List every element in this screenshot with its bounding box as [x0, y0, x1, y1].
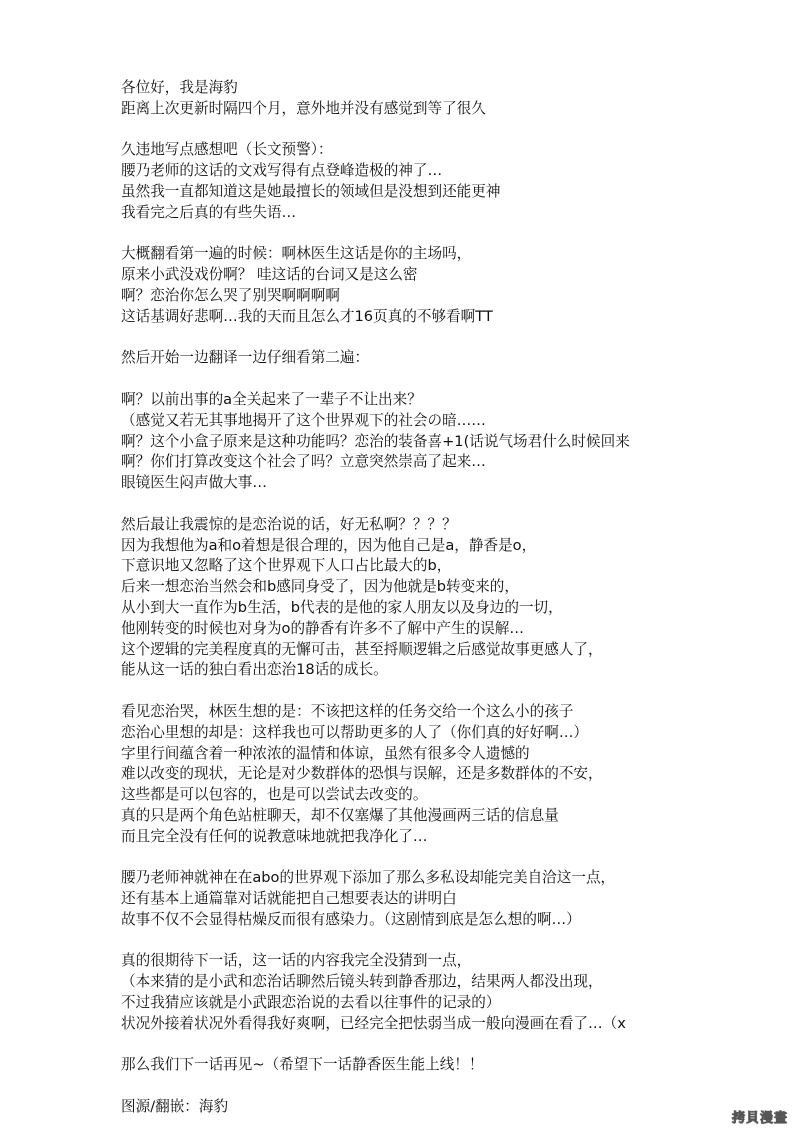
text-line: 啊？这个小盒子原来是这种功能吗？恋治的装备喜+1(话说气场君什么时候回来	[121, 432, 630, 450]
text-line: 这话基调好悲啊…我的天而且怎么才16页真的不够看啊TT	[121, 307, 493, 325]
text-line: 原来小武没戏份啊？ 哇这话的台词又是这么密	[121, 266, 418, 284]
text-line: 真的只是两个角色站桩聊天，却不仅塞爆了其他漫画两三话的信息量	[121, 806, 559, 824]
text-line: 故事不仅不会显得枯燥反而很有感染力。（这剧情到底是怎么想的啊…）	[121, 910, 581, 928]
paragraph	[121, 78, 761, 120]
text-line: 啊？以前出事的a全关起来了一辈子不让出来？	[121, 390, 422, 408]
text-line: 下意识地又忽略了这个世界观下人口占比最大的b，	[121, 557, 452, 575]
paragraph	[121, 390, 761, 494]
text-line: 真的很期待下一话，这一话的内容我完全没猜到一点，	[121, 952, 472, 970]
text-line: 各位好，我是海豹	[121, 79, 238, 96]
paragraph	[121, 1055, 761, 1076]
afterword-text	[121, 78, 761, 1118]
text-line: （本来猜的是小武和恋治话聊然后镜头转到静香那边，结果两人都没出现，	[121, 973, 603, 991]
text-line: 难以改变的现状，无论是对少数群体的恐惧与误解，还是多数群体的不安，	[121, 765, 603, 783]
text-line: 这些都是可以包容的，也是可以尝试去改变的。	[121, 786, 428, 804]
text-line: 图源/翻嵌：海豹	[121, 1098, 229, 1116]
text-line: 我看完之后真的有些失语…	[121, 203, 297, 221]
text-line: 眼镜医生闷声做大事…	[121, 474, 267, 492]
text-line: 因为我想他为a和o着想是很合理的，因为他自己是a，静香是o，	[121, 536, 537, 554]
text-line: 那么我们下一话再见~（希望下一话静香医生能上线！！	[121, 1056, 484, 1074]
paragraph	[121, 1097, 761, 1118]
text-line: 这个逻辑的完美程度真的无懈可击，甚至捋顺逻辑之后感觉故事更感人了，	[121, 640, 603, 658]
text-line: 看见恋治哭，林医生想的是：不该把这样的任务交给一个这么小的孩子	[121, 702, 574, 720]
text-line: 啊？你们打算改变这个社会了吗？立意突然崇高了起来…	[121, 453, 486, 471]
text-line: 腰乃老师神就神在在abo的世界观下添加了那么多私设却能完美自洽这一点，	[121, 869, 616, 887]
text-line: 还有基本上通篇靠对话就能把自己想要表达的讲明白	[121, 890, 457, 908]
text-line: 后来一想恋治当然会和b感同身受了，因为他就是b转变来的，	[121, 578, 519, 596]
paragraph	[121, 140, 761, 223]
text-line: 腰乃老师的这话的文戏写得有点登峰造极的神了…	[121, 162, 443, 180]
text-line: 字里行间蕴含着一种浓浓的温情和体谅，虽然有很多令人遗憾的	[121, 744, 530, 762]
text-line: 从小到大一直作为b生活，b代表的是他的家人朋友以及身边的一切，	[121, 598, 563, 616]
text-line: 恋治心里想的却是：这样我也可以帮助更多的人了（你们真的好好啊…）	[121, 723, 589, 741]
text-line: 他刚转变的时候也对身为o的静香有许多不了解中产生的误解…	[121, 619, 524, 637]
paragraph	[121, 868, 761, 930]
text-line: 距离上次更新时隔四个月，意外地并没有感觉到等了很久	[121, 99, 486, 117]
text-line: 啊？恋治你怎么哭了别哭啊啊啊啊	[121, 286, 340, 304]
paragraph	[121, 951, 761, 1034]
text-line: 大概翻看第一遍的时候：啊林医生这话是你的主场吗，	[121, 245, 472, 263]
text-line: 久违地写点感想吧（长文预警）：	[121, 141, 333, 159]
text-line: 而且完全没有任何的说教意味地就把我净化了…	[121, 827, 428, 845]
paragraph	[121, 702, 761, 848]
paragraph	[121, 515, 761, 681]
text-line: 然后最让我震惊的是恋治说的话，好无私啊？？？？	[121, 515, 457, 533]
text-line: 能从这一话的独白看出恋治18话的成长。	[121, 661, 388, 679]
text-line: 虽然我一直都知道这是她最擅长的领域但是没想到还能更神	[121, 182, 501, 200]
paragraph	[121, 244, 761, 327]
text-line: 不过我猜应该就是小武跟恋治说的去看以往事件的记录的）	[121, 994, 501, 1012]
text-line: 然后开始一边翻译一边仔细看第二遍：	[121, 349, 370, 367]
paragraph	[121, 348, 761, 369]
text-line: 状况外接着状况外看得我好爽啊，已经完全把怯弱当成一般向漫画在看了…（x	[121, 1014, 626, 1032]
text-line: （感觉又若无其事地揭开了这个世界观下的社会の暗……	[121, 411, 486, 429]
watermark-logo: 拷貝漫畫	[731, 1111, 788, 1126]
